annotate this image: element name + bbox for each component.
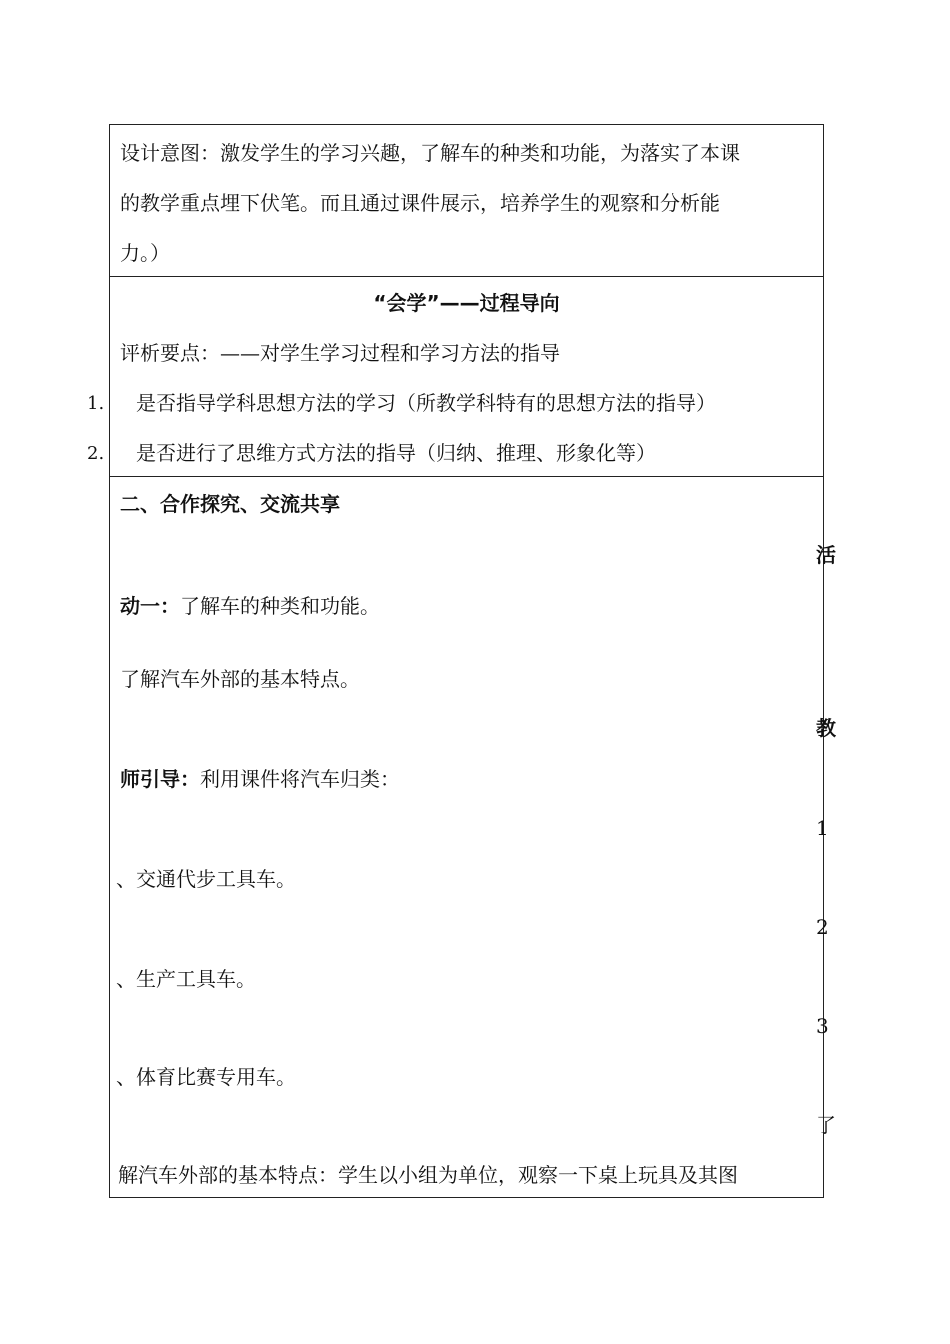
side-number-1: 1 — [816, 816, 829, 840]
lesson-table — [87, 124, 836, 1198]
evaluation-item-1: 是否指导学科思想方法的学习（所教学科特有的思想方法的指导） — [136, 391, 716, 415]
item-number-1: 1. — [87, 393, 105, 414]
activity-label: 动一： — [120, 594, 180, 618]
huixue-cell — [87, 276, 823, 476]
side-number-2: 2 — [816, 915, 829, 939]
category-1: 、交通代步工具车。 — [116, 867, 296, 891]
design-intent-cell — [110, 125, 823, 276]
side-char-liao: 了 — [816, 1113, 836, 1137]
cooperation-cell — [110, 476, 836, 1197]
last-line: 解汽车外部的基本特点：学生以小组为单位，观察一下桌上玩具及其图 — [118, 1163, 738, 1187]
design-intent-line-1: 设计意图：激发学生的学习兴趣，了解车的种类和功能，为落实了本课 — [120, 141, 740, 165]
evaluation-point: 评析要点：——对学生学习过程和学习方法的指导 — [120, 341, 560, 365]
guide-text: 利用课件将汽车归类： — [200, 767, 400, 791]
design-intent-line-3: 力。） — [120, 241, 170, 265]
design-intent-line-2: 的教学重点埋下伏笔。而且通过课件展示，培养学生的观察和分析能 — [120, 191, 720, 215]
guide-label: 师引导： — [120, 767, 200, 791]
side-number-3: 3 — [816, 1014, 829, 1038]
guide-line — [120, 767, 400, 791]
item-number-2: 2. — [87, 443, 105, 464]
activity-line — [120, 594, 380, 618]
section-heading: 二、合作探究、交流共享 — [120, 492, 340, 516]
category-3: 、体育比赛专用车。 — [116, 1065, 296, 1089]
evaluation-item-2: 是否进行了思维方式方法的指导（归纳、推理、形象化等） — [136, 441, 656, 465]
sub-heading: 了解汽车外部的基本特点。 — [120, 667, 360, 691]
category-2: 、生产工具车。 — [116, 967, 256, 991]
side-char-jiao: 教 — [816, 716, 836, 740]
huixue-title: “会学”——过程导向 — [373, 291, 560, 315]
side-char-huo: 活 — [816, 543, 836, 567]
activity-text: 了解车的种类和功能。 — [180, 594, 380, 618]
